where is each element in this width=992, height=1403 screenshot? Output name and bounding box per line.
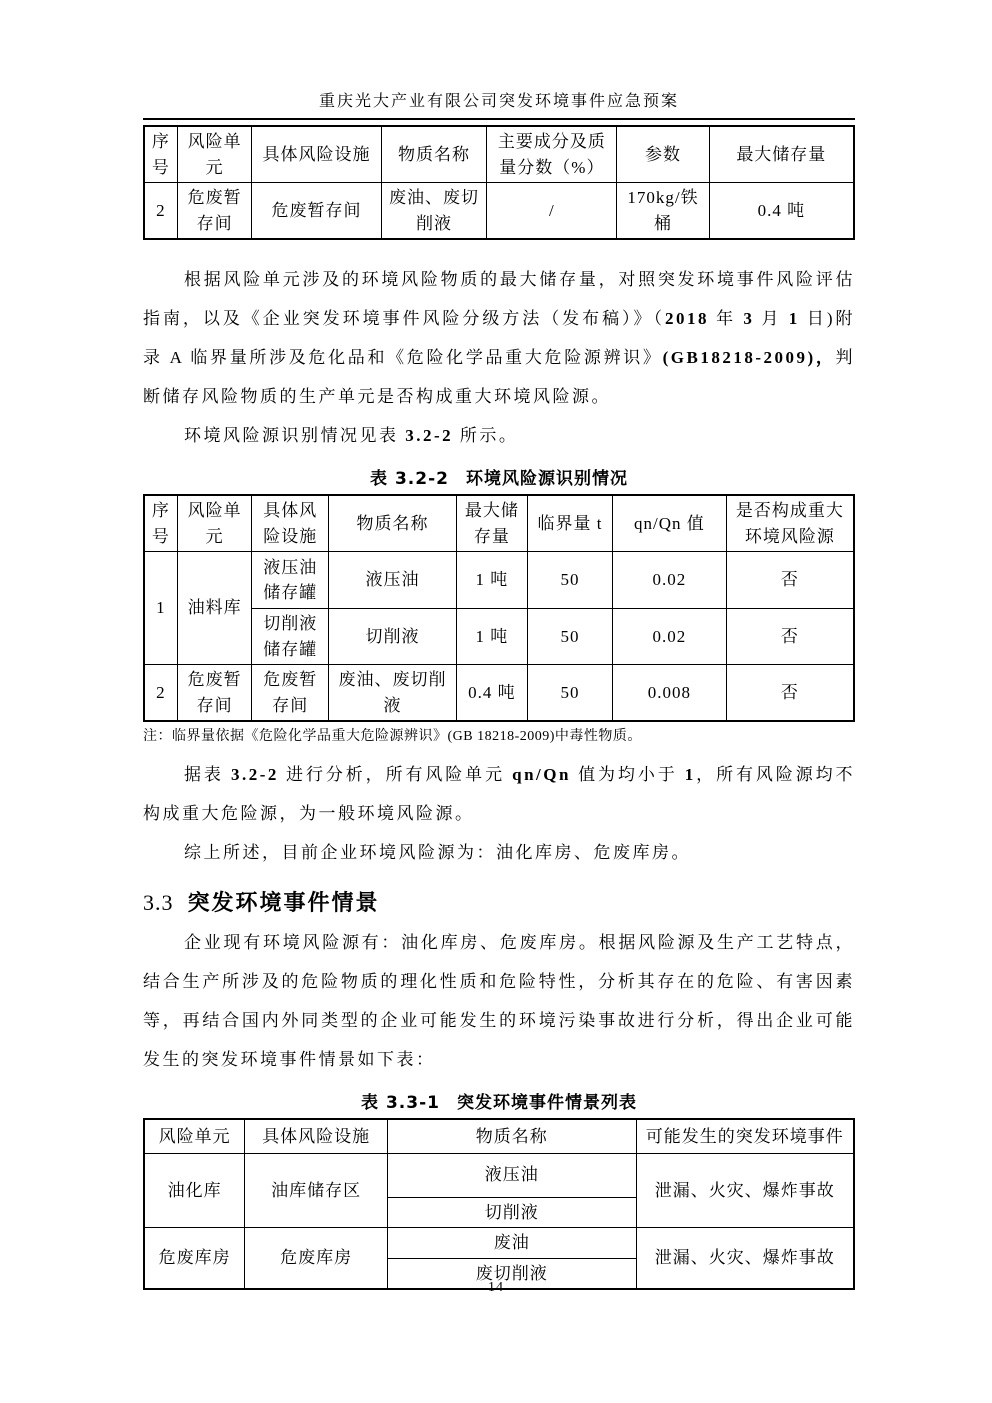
- page-number: 14: [488, 1280, 504, 1295]
- cell-threshold: 50: [527, 552, 612, 609]
- col-header-seq: 序号: [144, 495, 177, 552]
- scenario-table: [143, 1118, 855, 1290]
- page-content: [143, 0, 855, 1290]
- col-header-max-storage: 最大储存量: [456, 495, 527, 552]
- caption-title: 环境风险源识别情况: [465, 469, 628, 489]
- paragraph-risk-basis: [143, 260, 855, 416]
- cell-facility: 危废暂存间: [252, 665, 329, 722]
- cell-max-storage: 0.4 吨: [456, 665, 527, 722]
- text-run: 根据风险单元涉及的环境风险物质的最大储存量，对照突发环境事件风险评估指南，以及《企业突发环境事件风险分级方法（发布稿）》（: [143, 270, 855, 328]
- paragraph-analysis: [143, 755, 855, 833]
- cell-max-storage: 1 吨: [456, 552, 527, 609]
- text-run-bold: 3.2-2: [230, 765, 279, 784]
- cell-composition: /: [487, 183, 617, 240]
- cell-facility: 危废库房: [245, 1228, 388, 1290]
- cell-material: 切削液: [388, 1197, 637, 1228]
- cell-threshold: 50: [527, 665, 612, 722]
- text-run: 所示。: [453, 426, 519, 445]
- cell-major-source: 否: [726, 665, 854, 722]
- text-run: 据表: [184, 765, 231, 784]
- col-header-max-storage: 最大储存量: [709, 126, 854, 183]
- col-header-threshold: 临界量 t: [527, 495, 612, 552]
- scenario-table-header-row: [144, 1119, 854, 1153]
- cell-qn-ratio: 0.02: [613, 609, 727, 665]
- text-run: 进行分析，所有风险单元: [278, 765, 513, 784]
- col-header-seq: 序号: [144, 126, 177, 183]
- cell-material: 液压油: [329, 552, 457, 609]
- cell-major-source: 否: [726, 609, 854, 665]
- paragraph-scenario-intro: 企业现有环境风险源有：油化库房、危废库房。根据风险源及生产工艺特点，结合生产所涉及的危险物质的理化性质和危险特性，分析其存在的危险、有害因素等，再结合国内外同类型的企业可能发生的环境污染事故进行分析，得出企业可能发生的突发环境事件情景如下表：: [143, 933, 855, 1069]
- cell-risk-unit: 危废暂存间: [177, 665, 252, 722]
- caption-label: 表 3.2-2: [370, 469, 449, 489]
- cell-material: 液压油: [388, 1153, 637, 1197]
- cell-risk-unit: 危废库房: [144, 1228, 245, 1290]
- cell-material: 废切削液: [388, 1258, 637, 1289]
- text-run-bold: (GB18218-2009)，: [662, 348, 836, 367]
- cell-material: 废油、废切削液: [381, 183, 487, 240]
- text-run-bold: 1: [684, 765, 696, 784]
- cell-facility: 危废暂存间: [252, 183, 381, 240]
- cell-threshold: 50: [527, 609, 612, 665]
- cell-material: 废油: [388, 1228, 637, 1259]
- col-header-major-source: 是否构成重大环境风险源: [726, 495, 854, 552]
- col-header-material: 物质名称: [388, 1119, 637, 1153]
- risk-table-note: 注：临界量依据《危险化学品重大危险源辨识》(GB 18218-2009)中毒性物质。: [143, 729, 642, 744]
- risk-table-caption: [143, 464, 855, 489]
- col-header-risk-unit: 风险单元: [177, 126, 252, 183]
- cell-facility: 切削液储存罐: [252, 609, 329, 665]
- storage-table-header-row: [144, 126, 854, 183]
- doc-header-title: 重庆光大产业有限公司突发环境事件应急预案: [143, 88, 855, 120]
- cell-major-source: 否: [726, 552, 854, 609]
- cell-max-storage: 0.4 吨: [709, 183, 854, 240]
- cell-qn-ratio: 0.02: [613, 552, 727, 609]
- risk-table-header-row: [144, 495, 854, 552]
- storage-table: [143, 125, 855, 240]
- cell-risk-unit: 油料库: [177, 552, 252, 665]
- text-run-bold: 1: [788, 309, 800, 328]
- cell-seq: 1: [144, 552, 177, 665]
- text-run: 日)附录 A 临界量所涉及危化品和《危险化学品重大危险源辨识》: [143, 309, 856, 367]
- cell-material: 切削液: [329, 609, 457, 665]
- scenario-table-row: [144, 1228, 854, 1259]
- section-title: 突发环境事件情景: [187, 891, 380, 916]
- cell-parameter: 170kg/铁桶: [617, 183, 709, 240]
- section-number: 3.3: [143, 890, 174, 915]
- text-run: 判断储存风险物质的生产单元是否构成重大环境风险源。: [143, 348, 856, 406]
- col-header-risk-unit: 风险单元: [177, 495, 252, 552]
- cell-seq: 2: [144, 183, 177, 240]
- text-run: ，所有风险源均不构成重大危险源，为一般环境风险源。: [143, 765, 856, 823]
- text-run: 年: [708, 309, 744, 328]
- storage-table-row: [144, 183, 854, 240]
- risk-table-row: [144, 665, 854, 722]
- col-header-material: 物质名称: [381, 126, 487, 183]
- caption-label: 表 3.3-1: [361, 1093, 440, 1113]
- text-run: 值为均小于: [570, 765, 685, 784]
- risk-identification-table: [143, 494, 855, 722]
- cell-event: 泄漏、火灾、爆炸事故: [636, 1153, 854, 1228]
- col-header-material: 物质名称: [329, 495, 457, 552]
- text-run-bold: 3: [743, 309, 755, 328]
- col-header-facility: 具体风险设施: [252, 126, 381, 183]
- col-header-facility: 具体风险设施: [252, 495, 329, 552]
- col-header-event: 可能发生的突发环境事件: [636, 1119, 854, 1153]
- cell-max-storage: 1 吨: [456, 609, 527, 665]
- text-run-bold: 3.2-2: [405, 426, 454, 445]
- caption-title: 突发环境事件情景列表: [456, 1093, 637, 1113]
- cell-event: 泄漏、火灾、爆炸事故: [636, 1228, 854, 1290]
- cell-qn-ratio: 0.008: [613, 665, 727, 722]
- cell-material: 废油、废切削液: [329, 665, 457, 722]
- text-run-bold: qn/Qn: [512, 765, 571, 784]
- col-header-composition: 主要成分及质量分数（%）: [487, 126, 617, 183]
- cell-seq: 2: [144, 665, 177, 722]
- cell-risk-unit: 危废暂存间: [177, 183, 252, 240]
- risk-table-row: [144, 552, 854, 609]
- paragraph-see-table: [143, 416, 855, 455]
- text-run: 环境风险源识别情况见表: [184, 426, 406, 445]
- cell-facility: 液压油储存罐: [252, 552, 329, 609]
- cell-risk-unit: 油化库: [144, 1153, 245, 1228]
- text-run-bold: 2018: [664, 309, 709, 328]
- scenario-table-caption: [143, 1088, 855, 1113]
- text-run: 月: [754, 309, 789, 328]
- scenario-table-row: [144, 1153, 854, 1197]
- section-heading-3-3: [143, 886, 855, 917]
- col-header-qn-ratio: qn/Qn 值: [613, 495, 727, 552]
- col-header-parameter: 参数: [617, 126, 709, 183]
- paragraph-summary: 综上所述，目前企业环境风险源为：油化库房、危废库房。: [184, 843, 691, 862]
- cell-facility: 油库储存区: [245, 1153, 388, 1228]
- col-header-facility: 具体风险设施: [245, 1119, 388, 1153]
- col-header-risk-unit: 风险单元: [144, 1119, 245, 1153]
